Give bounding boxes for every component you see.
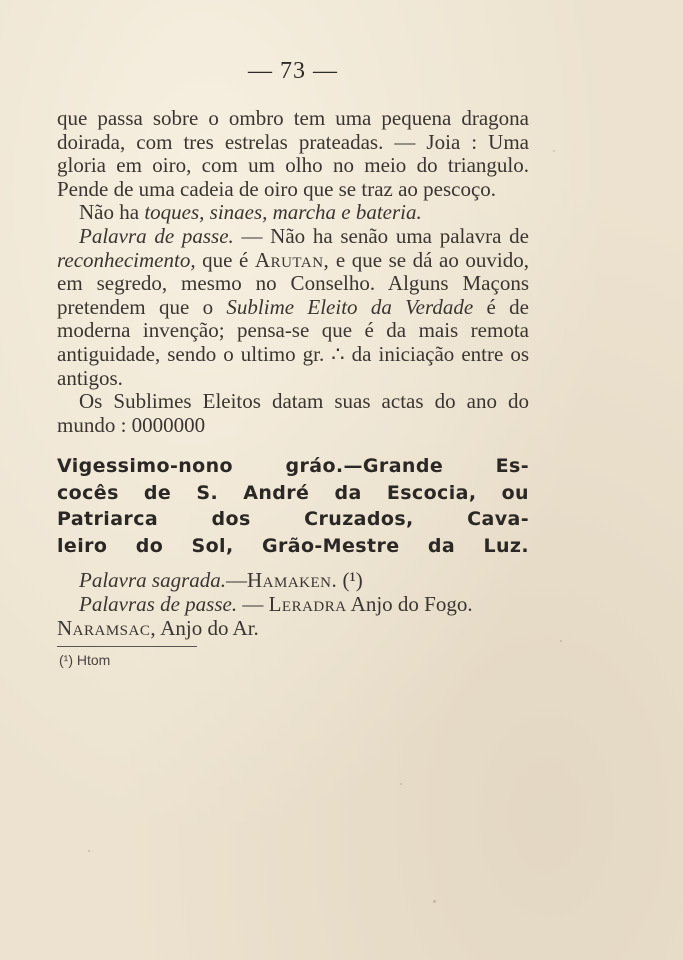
- degree-heading: [57, 453, 529, 559]
- pass-words-line: [57, 593, 529, 617]
- palavra-de-passe-lead: Palavra de passe.: [79, 223, 234, 248]
- palavra-text-4: é de moderna invenção; pensa-se que é da mais remota antiguidade, sendo o ultimo gr. ∴ da iniciação entre os antigos.: [57, 294, 529, 390]
- naramsac-word: Naramsac,: [57, 615, 157, 640]
- toques-italic: toques, sinaes, marcha e bateria.: [144, 200, 422, 225]
- paragraph-actas: Os Sublimes Eleitos datam suas actas do ano do mundo : 0000000: [57, 389, 529, 437]
- sublime-eleito-title: Sublime Eleito da Verdade: [226, 294, 474, 319]
- arutan-word: Arutan,: [254, 247, 330, 272]
- anjo-do-fogo: Anjo do Fogo.: [346, 591, 473, 616]
- paper-speck: [553, 150, 555, 152]
- paragraph-palavra-de-passe: [57, 225, 529, 390]
- heading-line-4: leiro do Sol, Grão-Mestre da Luz.: [57, 534, 529, 557]
- spacer: [57, 437, 529, 453]
- naramsac-line: [57, 617, 529, 641]
- footnote: (¹) Htom: [59, 652, 111, 669]
- palavra-text-1: — Não ha senão uma palavra de: [233, 223, 529, 248]
- reconhecimento-word: reconhecimento,: [57, 247, 196, 272]
- paper-speck: [88, 850, 90, 852]
- anjo-do-ar: Anjo do Ar.: [156, 615, 259, 640]
- toques-prefix: Não ha: [79, 200, 145, 225]
- palavra-text-2: que é: [195, 247, 255, 272]
- sacred-word-line: [57, 569, 529, 593]
- pass-words-label: Palavras de passe.: [79, 591, 238, 616]
- paragraph-dragona: que passa sobre o ombro tem uma pequena dragona doirada, com tres estrelas prateadas. — Joia : Uma gloria em oiro, com um olho no meio do triangulo. Pende de uma cadeia de oiro que se traz ao pescoço.: [57, 106, 529, 201]
- book-page: [57, 58, 529, 669]
- sacred-word-label: Palavra sagrada.: [79, 568, 226, 593]
- footnote-divider: [57, 646, 197, 647]
- page-number: — 73 —: [248, 58, 338, 84]
- sacred-word-value: Hamaken.: [247, 568, 338, 593]
- heading-line-3: Patriarca dos Cruzados, Cava-: [57, 508, 529, 531]
- footnote-reference: (¹): [342, 568, 363, 593]
- palavra-text-3: e que se dá ao ouvido, em segredo, mesmo no Conselho. Alguns Maçons pretendem que o: [57, 247, 529, 319]
- paragraph-toques: [57, 201, 529, 225]
- leradra-word: Leradra: [268, 591, 347, 616]
- heading-line-1: Vigessimo-nono gráo.—Grande Es-: [57, 455, 529, 478]
- heading-line-2: cocês de S. André da Escocia, ou: [57, 481, 529, 504]
- paper-speck: [560, 640, 562, 642]
- pass-words-dash: —: [237, 591, 269, 616]
- paper-speck: [400, 783, 402, 785]
- sacred-word-dash: —: [226, 568, 247, 593]
- paper-speck: [433, 900, 436, 903]
